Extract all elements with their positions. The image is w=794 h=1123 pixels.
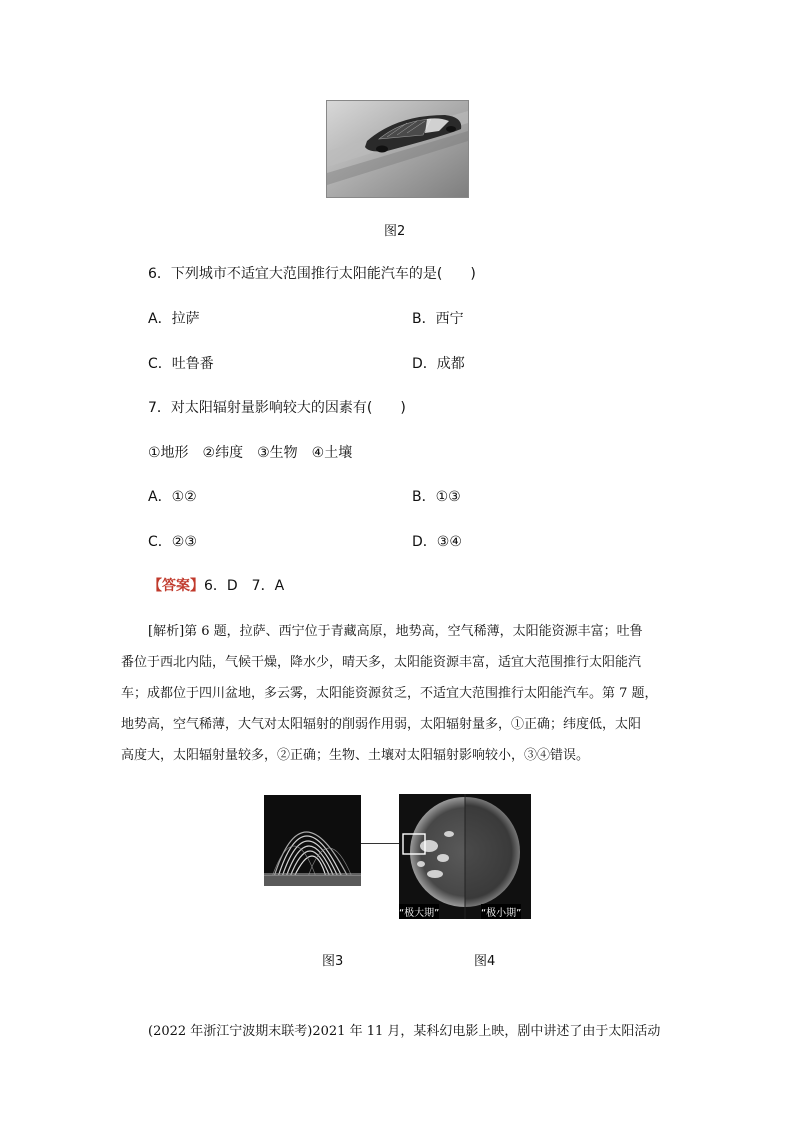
figure-2-caption: 图2 [384, 224, 406, 239]
figure-4-caption: 图4 [474, 954, 496, 969]
question-7-stem: 7．对太阳辐射量影响较大的因素有( ) [148, 400, 406, 416]
q7-option-d: D．③④ [412, 534, 462, 550]
answer-tag: 【答案】 [148, 578, 204, 594]
q6-option-c: C．吐鲁番 [148, 356, 214, 372]
analysis-line-2: 番位于西北内陆，气候干燥，降水少，晴天多，太阳能资源丰富，适宜大范围推行太阳能汽 [121, 655, 642, 670]
next-question-intro: (2022 年浙江宁波期末联考)2021 年 11 月，某科幻电影上映，剧中讲述了由于太阳活动 [148, 1024, 661, 1039]
q7-option-b: B．①③ [412, 489, 461, 505]
solar-prominence-photo [264, 795, 361, 886]
connector-line [361, 843, 403, 844]
q7-option-c: C．②③ [148, 534, 197, 550]
q7-option-a: A．①② [148, 489, 197, 505]
answer-text: 6．D 7．A [204, 578, 285, 594]
q7-factors: ①地形 ②纬度 ③生物 ④土壤 [148, 445, 353, 461]
solar-car-photo [326, 100, 469, 198]
analysis-line-3: 车；成都位于四川盆地，多云雾，太阳能资源贫乏，不适宜大范围推行太阳能汽车。第 7 题， [121, 686, 658, 701]
q6-option-d: D．成都 [412, 356, 465, 372]
label-max-period: “极大期” [399, 904, 439, 919]
analysis-line-5: 高度大，太阳辐射量较多，②正确；生物、土壤对太阳辐射影响较小，③④错误。 [121, 748, 590, 763]
analysis-line-4: 地势高，空气稀薄，大气对太阳辐射的削弱作用弱，太阳辐射量多，①正确；纬度低，太阳 [121, 717, 642, 732]
q6-option-a: A．拉萨 [148, 311, 200, 327]
analysis-line-1: [解析]第 6 题，拉萨、西宁位于青藏高原，地势高，空气稀薄，太阳能资源丰富；吐鲁 [148, 624, 643, 639]
question-6-stem: 6．下列城市不适宜大范围推行太阳能汽车的是( ) [148, 266, 476, 282]
sun-cycle-photo [399, 794, 531, 919]
label-min-period: “极小期” [481, 904, 521, 919]
figure-3-caption: 图3 [322, 954, 344, 969]
q6-option-b: B．西宁 [412, 311, 464, 327]
answer-line [148, 576, 284, 596]
